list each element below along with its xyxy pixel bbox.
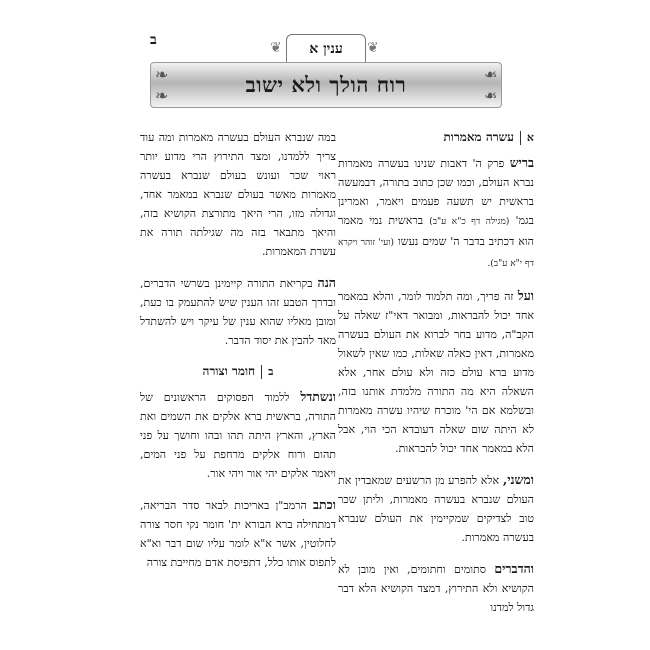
chapter-tab: ענין א — [286, 34, 366, 63]
paragraph — [140, 387, 336, 483]
paragraph-text: פרק ה' דאבות שנינו בעשרה מאמרות נברא העולם, וכמו שכן כתוב בתורה, דבמעשה בראשית יש תשעה פעמים ויאמר, ואמרינן בגמ' — [338, 157, 534, 227]
paragraph-text: אלא להפרע מן הרשעים שמאבדין את העולם שנברא בעשרה מאמרות, וליתן שכר טוב לצדיקים שמקיימין את העולם שנברא בעשרה מאמרות. — [338, 474, 534, 544]
paragraph — [338, 153, 534, 274]
section-title: חומר וצורה — [202, 364, 256, 378]
lead-word: בריש — [509, 155, 534, 170]
section-letter: א — [526, 131, 534, 144]
chapter-title: רוח הולך ולא ישוב — [245, 72, 407, 97]
paragraph-text: ללמוד הפסוקים הראשונים של התורה, בראשית ברא אלקים את השמים ואת הארץ, והארץ היתה תהו ובהו וחושך על פני תהום ורוח אלקים מרחפת על פני המים, ויאמר אלקים יהי אור ויהי אור. — [140, 391, 336, 480]
paragraph — [140, 273, 336, 350]
section-letter: ב — [268, 365, 274, 378]
page-number: ב — [150, 32, 157, 48]
tab-ornament-left-icon: ❦ — [270, 40, 282, 56]
title-banner — [150, 62, 502, 108]
section-heading — [140, 362, 336, 381]
paragraph — [338, 559, 534, 617]
right-text-column — [338, 128, 534, 629]
scroll-ornament-icon: ❧ — [155, 86, 169, 105]
paragraph — [140, 495, 336, 572]
paragraph-text: בראשית נמי מאמר הוא דכתיב בדבר ה' שמים נעשו — [338, 214, 534, 248]
section-title: עשרה מאמרות — [443, 130, 514, 144]
heading-divider — [261, 365, 262, 379]
tab-ornament-right-icon: ❦ — [367, 40, 379, 56]
source-ref: (ועי' זוהר ויקרא דף י"א ע"ב). — [338, 238, 534, 269]
paragraph-text: זה פריך, ומה תלמוד לומר, והלא במאמר אחד יכול להבראות, ומבואר דאי"ז שאלה על הקב"ה, מדוע בחר לברוא את העולם בעשרה מאמרות, דאין כאלה שאלות, כמו שאין לשאול מדוע ברא עולם כזה ולא עולם אחר, אלא השאלה היא מה התורה מלמדת אותנו בזה, ובשלמא אם הי' מוכרח שיהיו עשרה מאמרות לא היתה שום שאלה דעובדא הכי הוי, אבל הלא במאמר אחד יכול להבראות. — [338, 290, 534, 455]
paragraph — [338, 470, 534, 547]
scroll-ornament-icon: ❧ — [483, 65, 497, 84]
paragraph-text: סתומים וחתומים, ואין מובן לא הקושיא ולא התירוץ, דמצד הקושיא הלא דבר גדול למדנו — [338, 563, 534, 614]
scroll-ornament-icon: ❧ — [155, 65, 169, 84]
paragraph — [338, 286, 534, 458]
lead-word: ועל — [517, 288, 534, 303]
lead-word: וכתב — [313, 497, 336, 512]
section-heading — [338, 128, 534, 147]
scroll-ornament-icon: ❧ — [483, 86, 497, 105]
lead-word: ונשתדל — [300, 389, 336, 404]
lead-word: והדברים — [494, 561, 534, 576]
left-text-column — [140, 128, 336, 584]
heading-divider — [520, 131, 521, 145]
paragraph-text: הרמב"ן באריכות לבאר סדר הבריאה, דמתחילה ברא הבורא ית' חומר נקי חסר צורה לחלוטין, אשר א"א לומר עליו שום דבר וא"א לתפוס אותו כלל, דתפיסת אדם מחייבת צורה — [140, 499, 336, 569]
lead-word: ומשני, — [502, 472, 534, 487]
source-ref: (מגילה דף כ"א ע"ב) — [429, 217, 510, 227]
paragraph-text: במה שנברא העולם בעשרה מאמרות ומה עוד צריך ללמדנו, ומצד התירוץ הרי מדוע יותר ראוי שכר ועונש בעולם שנברא בעשרה מאמרות מאשר בעולם שנברא במאמר אחד, וגדולה מזו, הרי היאך מתורצת הקושיא בזה, והיאך מתבאר בזה מה שגילתה תורה את עשרת המאמרות. — [140, 131, 336, 258]
paragraph-text: בקריאת התורה קיימינן בשרשי הדברים, ובדרך הטבע זהו הענין שיש להתעמק בו כעת, ומובן מאליו שהוא ענין של עיקר ויש להשתדל מאד להבין את יסוד הדבר. — [140, 277, 336, 347]
lead-word: הנה — [317, 275, 336, 290]
paragraph — [140, 128, 336, 261]
